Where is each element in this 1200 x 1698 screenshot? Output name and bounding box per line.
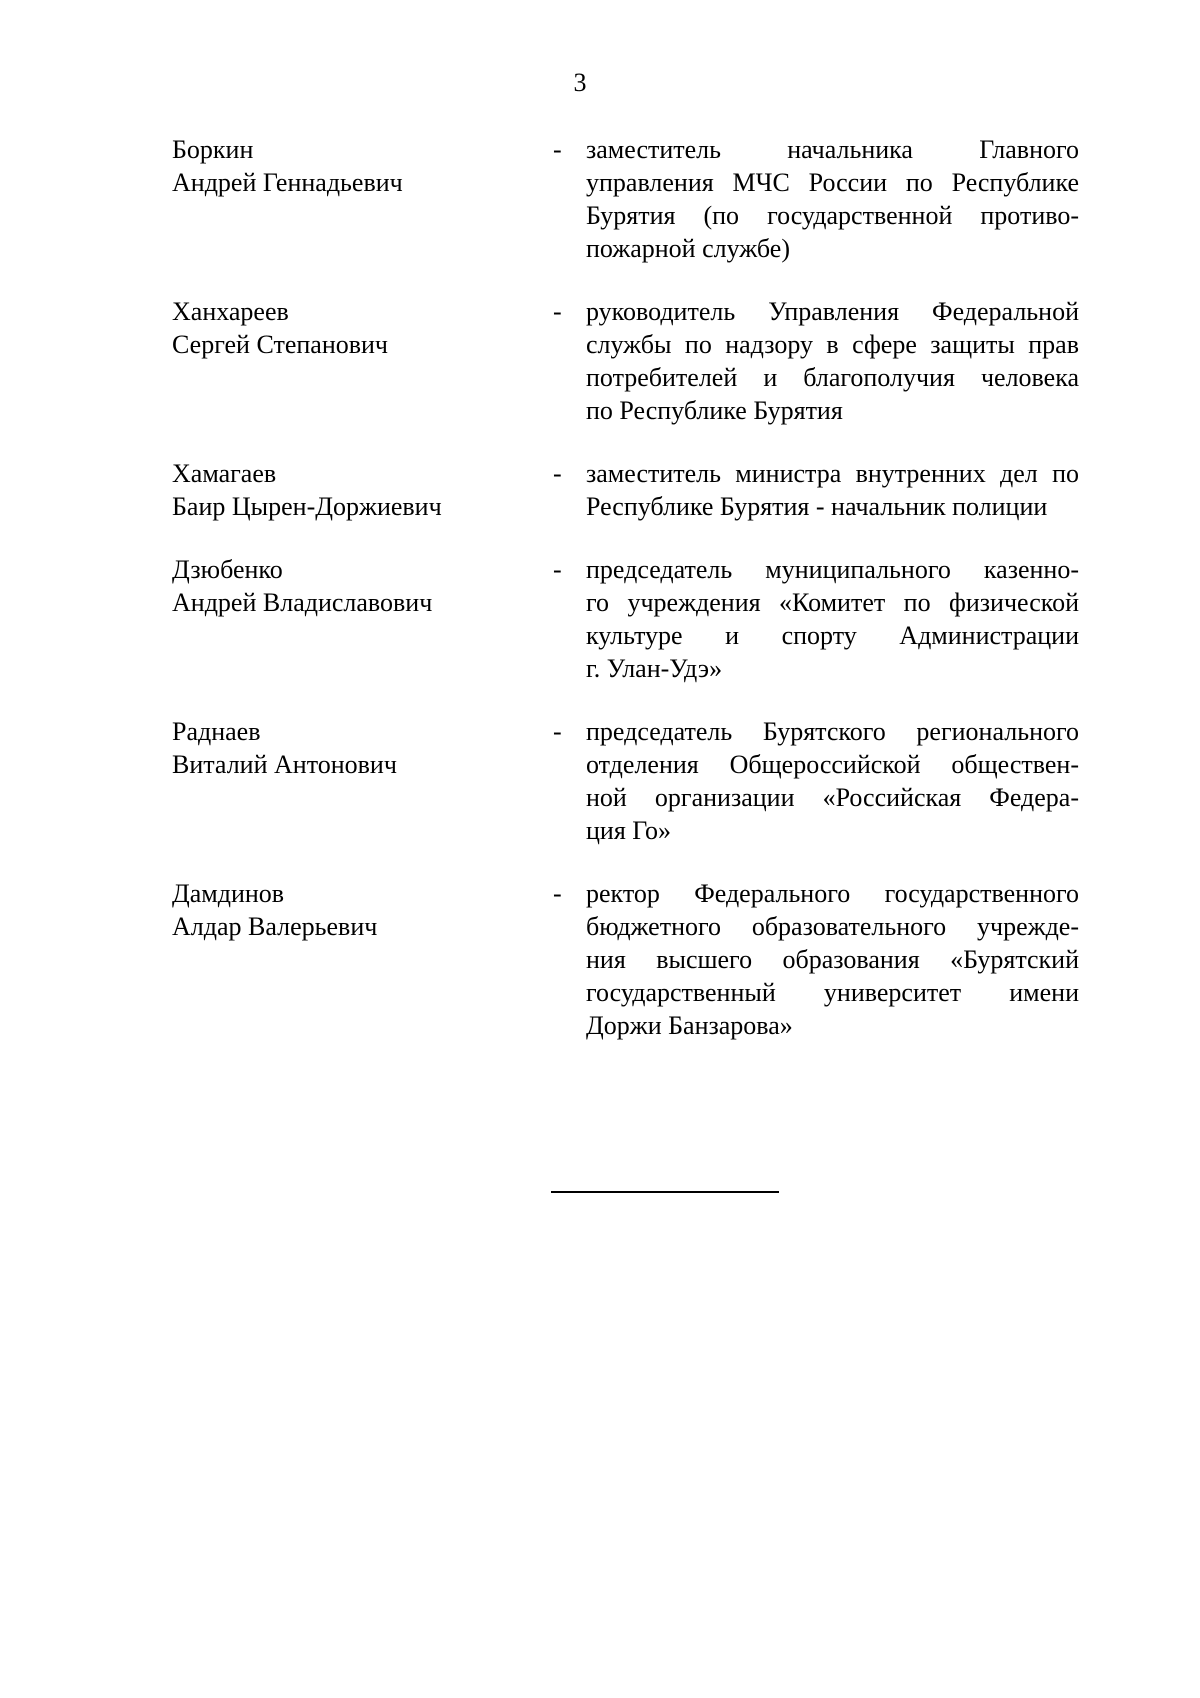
member-given-names: Виталий Антонович [172,750,397,779]
member-name [172,295,552,361]
member-name [172,715,552,781]
role-line: культуре и спорту Администрации [586,621,1079,650]
role-line: отделения Общероссийской обществен- [586,750,1079,779]
member-surname: Боркин [172,135,254,164]
role-line: председатель муниципального казенно- [586,555,1079,584]
dash-separator: - [553,297,562,326]
member-role [586,715,1079,847]
dash-separator: - [553,555,562,584]
member-list [0,133,1200,1042]
member-name [172,133,552,199]
role-line: Республике Бурятия - начальник полиции [586,492,1048,521]
dash-separator: - [553,459,562,488]
role-line: бюджетного образовательного учрежде- [586,912,1079,941]
closing-rule [551,1191,779,1193]
role-line: Доржи Банзарова» [586,1011,793,1040]
dash-separator: - [553,879,562,908]
member-given-names: Сергей Степанович [172,330,389,359]
member-name [172,553,552,619]
member-given-names: Андрей Владиславович [172,588,433,617]
member-surname: Хамагаев [172,459,277,488]
role-line: Бурятия (по государственной противо- [586,201,1079,230]
member-surname: Раднаев [172,717,261,746]
page-number: 3 [573,68,587,97]
member-name [172,877,552,943]
dash-separator: - [553,135,562,164]
role-line: заместитель министра внутренних дел по [586,459,1079,488]
role-line: руководитель Управления Федеральной [586,297,1079,326]
role-line: потребителей и благополучия человека [586,363,1079,392]
role-line: ния высшего образования «Бурятский [586,945,1079,974]
member-entry [0,133,1200,265]
member-given-names: Андрей Геннадьевич [172,168,403,197]
role-line: председатель Бурятского регионального [586,717,1079,746]
member-given-names: Баир Цырен-Доржиевич [172,492,442,521]
member-name [172,457,552,523]
member-entry [0,877,1200,1042]
member-role [586,295,1079,427]
member-role [586,133,1079,265]
member-role [586,877,1079,1042]
role-line: ной организации «Российская Федера- [586,783,1079,812]
member-surname: Дамдинов [172,879,285,908]
dash-separator: - [553,717,562,746]
member-role [586,553,1079,685]
role-line: ректор Федерального государственного [586,879,1079,908]
role-line: г. Улан-Удэ» [586,654,723,683]
role-line: го учреждения «Комитет по физической [586,588,1079,617]
role-line: пожарной службе) [586,234,790,263]
member-entry [0,457,1200,523]
role-line: по Республике Бурятия [586,396,843,425]
role-line: управления МЧС России по Республике [586,168,1079,197]
member-surname: Дзюбенко [172,555,283,584]
role-line: службы по надзору в сфере защиты прав [586,330,1079,359]
member-given-names: Алдар Валерьевич [172,912,378,941]
member-entry [0,295,1200,427]
member-entry [0,553,1200,685]
member-entry [0,715,1200,847]
member-role [586,457,1079,523]
member-surname: Ханхареев [172,297,289,326]
role-line: заместитель начальника Главного [586,135,1079,164]
role-line: ция Го» [586,816,672,845]
role-line: государственный университет имени [586,978,1079,1007]
